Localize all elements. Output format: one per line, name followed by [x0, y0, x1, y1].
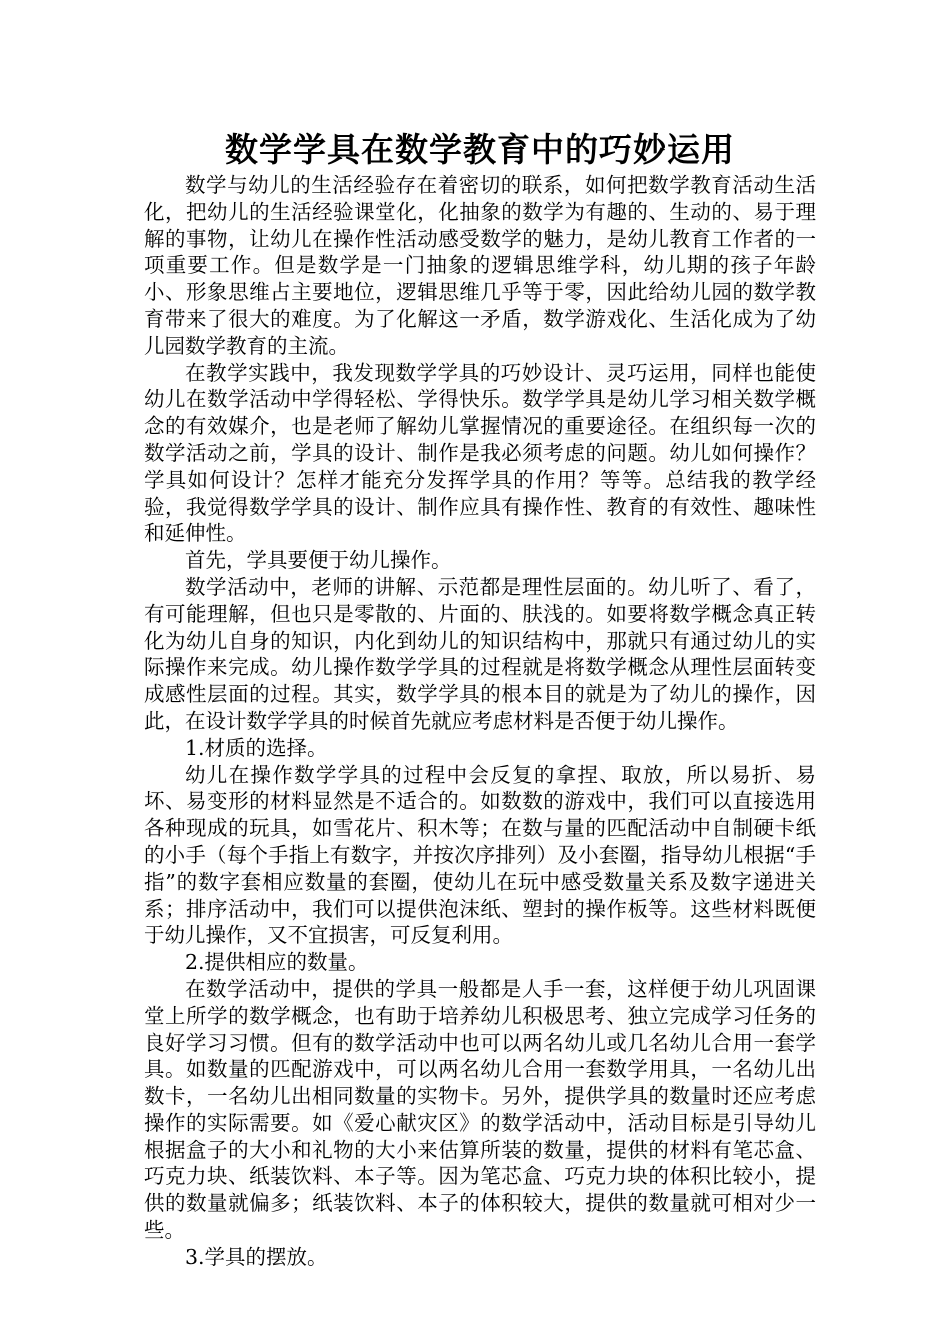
paragraph-material: 幼儿在操作数学学具的过程中会反复的拿捏、取放，所以易折、易坏、易变形的材料显然是不适合的。如数数的游戏中，我们可以直接选用各种现成的玩具，如雪花片、积木等；在数与量的匹配活动中自制硬卡纸的小手（每个手指上有数字，并按次序排列）及小套圈，指导幼儿根据“手指”的数字套相应数量的套圈，使幼儿在玩中感受数量关系及数字递进关系；排序活动中，我们可以提供泡沫纸、塑封的操作板等。这些材料既便于幼儿操作，又不宜损害，可反复利用。: [144, 762, 816, 948]
document-body: [144, 172, 816, 1271]
heading-placement: 3.学具的摆放。: [185, 1244, 328, 1269]
heading-material-choice: 1.材质的选择。: [185, 735, 328, 760]
paragraph-quantity: 在数学活动中，提供的学具一般都是人手一套，这样便于幼儿巩固课堂上所学的数学概念，也有助于培养幼儿积极思考、独立完成学习任务的良好学习习惯。但有的数学活动中也可以两名幼儿或几名幼儿合用一套学具。如数量的匹配游戏中，可以两名幼儿合用一套数学用具，一名幼儿出数卡，一名幼儿出相同数量的实物卡。另外，提供学具的数量时还应考虑操作的实际需要。如《爱心献灾区》的数学活动中，活动目标是引导幼儿根据盒子的大小和礼物的大小来估算所装的数量，提供的材料有笔芯盒、巧克力块、纸装饮料、本子等。因为笔芯盒、巧克力块的体积比较小，提供的数量就偏多；纸装饮料、本子的体积较大，提供的数量就可相对少一些。: [144, 976, 816, 1243]
document-page: [144, 128, 816, 1271]
paragraph-intro: 数学与幼儿的生活经验存在着密切的联系，如何把数学教育活动生活化，把幼儿的生活经验课堂化，化抽象的数学为有趣的、生动的、易于理解的事物，让幼儿在操作性活动感受数学的魅力，是幼儿教育工作者的一项重要工作。但是数学是一门抽象的逻辑思维学科，幼儿期的孩子年龄小、形象思维占主要地位，逻辑思维几乎等于零，因此给幼儿园的数学教育带来了很大的难度。为了化解这一矛盾，数学游戏化、生活化成为了幼儿园数学教育的主流。: [144, 173, 816, 358]
paragraph-practice: 在教学实践中，我发现数学学具的巧妙设计、灵巧运用，同样也能使幼儿在数学活动中学得轻松、学得快乐。数学学具是幼儿学习相关数学概念的有效媒介，也是老师了解幼儿掌握情况的重要途径。在组织每一次的数学活动之前，学具的设计、制作是我必须考虑的问题。幼儿如何操作？学具如何设计？怎样才能充分发挥学具的作用？等等。总结我的教学经验，我觉得数学学具的设计、制作应具有操作性、教育的有效性、趣味性和延伸性。: [144, 360, 816, 546]
paragraph-operation: 数学活动中，老师的讲解、示范都是理性层面的。幼儿听了、看了，有可能理解，但也只是零散的、片面的、肤浅的。如要将数学概念真正转化为幼儿自身的知识，内化到幼儿的知识结构中，那就只有通过幼儿的实际操作来完成。幼儿操作数学学具的过程就是将数学概念从理性层面转变成感性层面的过程。其实，数学学具的根本目的就是为了幼儿的操作，因此，在设计数学学具的时候首先就应考虑材料是否便于幼儿操作。: [144, 574, 816, 733]
paragraph-first-point: 首先，学具要便于幼儿操作。: [185, 548, 452, 573]
document-title: 数学学具在数学教育中的巧妙运用: [225, 130, 735, 169]
heading-quantity: 2.提供相应的数量。: [185, 950, 369, 975]
